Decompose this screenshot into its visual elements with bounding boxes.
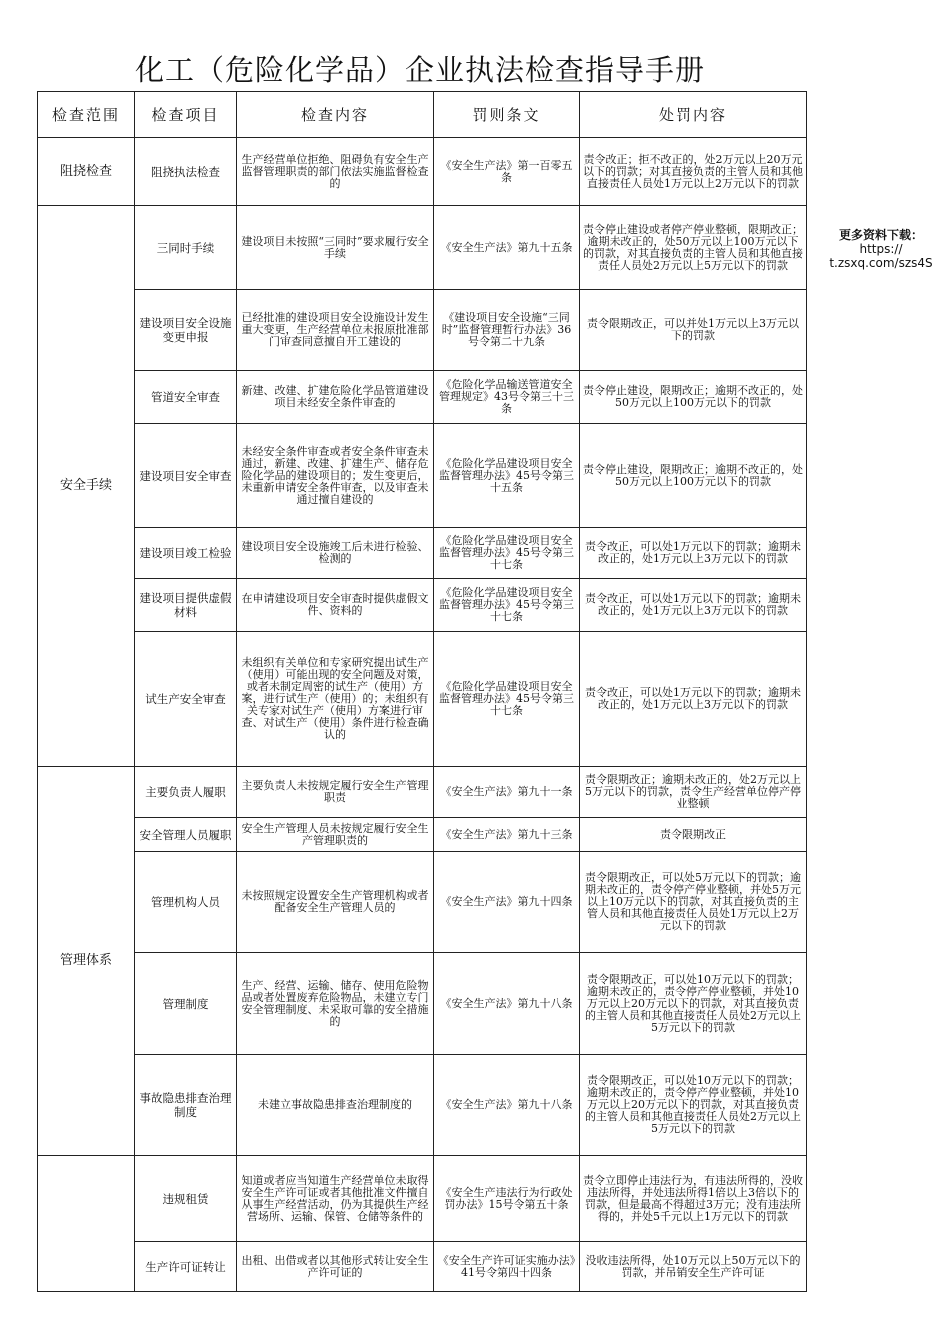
clause-cell: 《危险化学品建设项目安全监督管理办法》45号令第三十七条 <box>434 632 580 767</box>
page-title: 化工（危险化学品）企业执法检查指导手册 <box>134 53 705 87</box>
table-row <box>38 371 807 424</box>
header-item: 检查项目 <box>135 92 237 138</box>
table-header-row <box>38 92 807 138</box>
group-cell: 安全手续 <box>38 206 135 767</box>
penalty-cell: 责令改正，可以处1万元以下的罚款；逾期未改正的，处1万元以上3万元以下的罚款 <box>580 579 807 632</box>
table-row <box>38 290 807 371</box>
table-row <box>38 1156 807 1242</box>
content-cell: 未经安全条件审查或者安全条件审查未通过，新建、改建、扩建生产、储存危险化学品的建设项目的；发生变更后，未重新申请安全条件审查，以及审查未通过擅自建设的 <box>237 424 434 528</box>
table-row <box>38 579 807 632</box>
table-row <box>38 767 807 818</box>
item-cell: 三同时手续 <box>135 206 237 290</box>
content-cell: 建设项目未按照“三同时”要求履行安全手续 <box>237 206 434 290</box>
item-cell: 事故隐患排查治理制度 <box>135 1055 237 1156</box>
table-row <box>38 953 807 1055</box>
penalty-cell: 没收违法所得，处10万元以上50万元以下的罚款，并吊销安全生产许可证 <box>580 1242 807 1292</box>
inspection-table <box>37 91 807 1292</box>
penalty-cell: 责令限期改正 <box>580 818 807 852</box>
table-row <box>38 1242 807 1292</box>
download-note <box>812 228 950 270</box>
table-row <box>38 206 807 290</box>
content-cell: 生产经营单位拒绝、阻碍负有安全生产监督管理职责的部门依法实施监督检查的 <box>237 138 434 206</box>
header-scope: 检查范围 <box>38 92 135 138</box>
clause-cell: 《安全生产法》第九十五条 <box>434 206 580 290</box>
clause-cell: 《安全生产许可证实施办法》41号令第四十四条 <box>434 1242 580 1292</box>
penalty-cell: 责令限期改正，可以处10万元以下的罚款；逾期未改正的，责令停产停业整顿，并处10万元以上20万元以下的罚款，对其直接负责的主管人员和其他直接责任人员处2万元以上5万元以下的罚款 <box>580 1055 807 1156</box>
item-cell: 建设项目安全审查 <box>135 424 237 528</box>
table-row <box>38 424 807 528</box>
content-cell: 建设项目安全设施竣工后未进行检验、检测的 <box>237 528 434 579</box>
item-cell: 阻挠执法检查 <box>135 138 237 206</box>
table-row <box>38 852 807 953</box>
item-cell: 管理机构人员 <box>135 852 237 953</box>
penalty-cell: 责令停止建设或者停产停业整顿，限期改正；逾期未改正的，处50万元以上100万元以下的罚款，对其直接负责的主管人员和其他直接责任人员处2万元以上5万元以下的罚款 <box>580 206 807 290</box>
content-cell: 生产、经营、运输、储存、使用危险物品或者处置废弃危险物品，未建立专门安全管理制度、未采取可靠的安全措施的 <box>237 953 434 1055</box>
item-cell: 试生产安全审查 <box>135 632 237 767</box>
group-cell: 阻挠检查 <box>38 138 135 206</box>
content-cell: 已经批准的建设项目安全设施设计发生重大变更，生产经营单位未报原批准部门审查同意擅自开工建设的 <box>237 290 434 371</box>
group-cell: 管理体系 <box>38 767 135 1156</box>
clause-cell: 《安全生产法》第一百零五条 <box>434 138 580 206</box>
penalty-cell: 责令限期改正，可以并处1万元以上3万元以下的罚款 <box>580 290 807 371</box>
clause-cell: 《危险化学品建设项目安全监督管理办法》45号令第三十七条 <box>434 528 580 579</box>
table-row <box>38 632 807 767</box>
item-cell: 建设项目安全设施变更申报 <box>135 290 237 371</box>
item-cell: 主要负责人履职 <box>135 767 237 818</box>
content-cell: 新建、改建、扩建危险化学品管道建设项目未经安全条件审查的 <box>237 371 434 424</box>
penalty-cell: 责令限期改正，可以处10万元以下的罚款；逾期未改正的，责令停产停业整顿，并处10万元以上20万元以下的罚款，对其直接负责的主管人员和其他直接责任人员处2万元以上5万元以下的罚款 <box>580 953 807 1055</box>
clause-cell: 《安全生产法》第九十八条 <box>434 953 580 1055</box>
content-cell: 未建立事故隐患排查治理制度的 <box>237 1055 434 1156</box>
clause-cell: 《危险化学品输送管道安全管理规定》43号令第三十三条 <box>434 371 580 424</box>
download-link-line2[interactable]: t.zsxq.com/szs4S <box>829 256 933 270</box>
clause-cell: 《安全生产法》第九十八条 <box>434 1055 580 1156</box>
penalty-cell: 责令停止建设，限期改正；逾期不改正的，处50万元以上100万元以下的罚款 <box>580 424 807 528</box>
clause-cell: 《建设项目安全设施“三同时”监督管理暂行办法》36号令第二十九条 <box>434 290 580 371</box>
content-cell: 安全生产管理人员未按规定履行安全生产管理职责的 <box>237 818 434 852</box>
content-cell: 未按照规定设置安全生产管理机构或者配备安全生产管理人员的 <box>237 852 434 953</box>
penalty-cell: 责令改正，可以处1万元以下的罚款；逾期未改正的，处1万元以上3万元以下的罚款 <box>580 528 807 579</box>
item-cell: 管理制度 <box>135 953 237 1055</box>
table-row <box>38 138 807 206</box>
penalty-cell: 责令限期改正；逾期未改正的，处2万元以上5万元以下的罚款，责令生产经营单位停产停业整顿 <box>580 767 807 818</box>
penalty-cell: 责令停止建设，限期改正；逾期不改正的，处50万元以上100万元以下的罚款 <box>580 371 807 424</box>
item-cell: 建设项目竣工检验 <box>135 528 237 579</box>
content-cell: 出租、出借或者以其他形式转让安全生产许可证的 <box>237 1242 434 1292</box>
table-row <box>38 818 807 852</box>
download-note-heading: 更多资料下载： <box>838 228 923 242</box>
penalty-cell: 责令改正；拒不改正的，处2万元以上20万元以下的罚款；对其直接负责的主管人员和其他直接责任人员处1万元以上2万元以下的罚款 <box>580 138 807 206</box>
header-content: 检查内容 <box>237 92 434 138</box>
clause-cell: 《安全生产法》第九十三条 <box>434 818 580 852</box>
content-cell: 在申请建设项目安全审查时提供虚假文件、资料的 <box>237 579 434 632</box>
content-cell: 知道或者应当知道生产经营单位未取得安全生产许可证或者其他批准文件擅自从事生产经营活动，仍为其提供生产经营场所、运输、保管、仓储等条件的 <box>237 1156 434 1242</box>
item-cell: 安全管理人员履职 <box>135 818 237 852</box>
item-cell: 违规租赁 <box>135 1156 237 1242</box>
penalty-cell: 责令限期改正，可以处5万元以下的罚款；逾期未改正的，责令停产停业整顿，并处5万元以上10万元以下的罚款，对其直接负责的主管人员和其他直接责任人员处1万元以上2万元以下的罚款 <box>580 852 807 953</box>
clause-cell: 《危险化学品建设项目安全监督管理办法》45号令第三十七条 <box>434 579 580 632</box>
header-clause: 罚则条文 <box>434 92 580 138</box>
clause-cell: 《安全生产法》第九十一条 <box>434 767 580 818</box>
penalty-cell: 责令改正，可以处1万元以下的罚款；逾期未改正的，处1万元以上3万元以下的罚款 <box>580 632 807 767</box>
item-cell: 建设项目提供虚假材料 <box>135 579 237 632</box>
table-row <box>38 1055 807 1156</box>
clause-cell: 《危险化学品建设项目安全监督管理办法》45号令第三十五条 <box>434 424 580 528</box>
group-cell <box>38 1156 135 1292</box>
item-cell: 管道安全审查 <box>135 371 237 424</box>
clause-cell: 《安全生产违法行为行政处罚办法》15号令第五十条 <box>434 1156 580 1242</box>
content-cell: 主要负责人未按规定履行安全生产管理职责 <box>237 767 434 818</box>
header-penalty: 处罚内容 <box>580 92 807 138</box>
item-cell: 生产许可证转让 <box>135 1242 237 1292</box>
table-row <box>38 528 807 579</box>
clause-cell: 《安全生产法》第九十四条 <box>434 852 580 953</box>
download-link-line1[interactable]: https:// <box>859 242 903 256</box>
content-cell: 未组织有关单位和专家研究提出试生产（使用）可能出现的安全问题及对策，或者未制定周密的试生产（使用）方案，进行试生产（使用）的；未组织有关专家对试生产（使用）方案进行审查、对试生产（使用）条件进行检查确认的 <box>237 632 434 767</box>
penalty-cell: 责令立即停止违法行为，有违法所得的，没收违法所得，并处违法所得1倍以上3倍以下的罚款，但是最高不得超过3万元；没有违法所得的，并处5千元以上1万元以下的罚款 <box>580 1156 807 1242</box>
